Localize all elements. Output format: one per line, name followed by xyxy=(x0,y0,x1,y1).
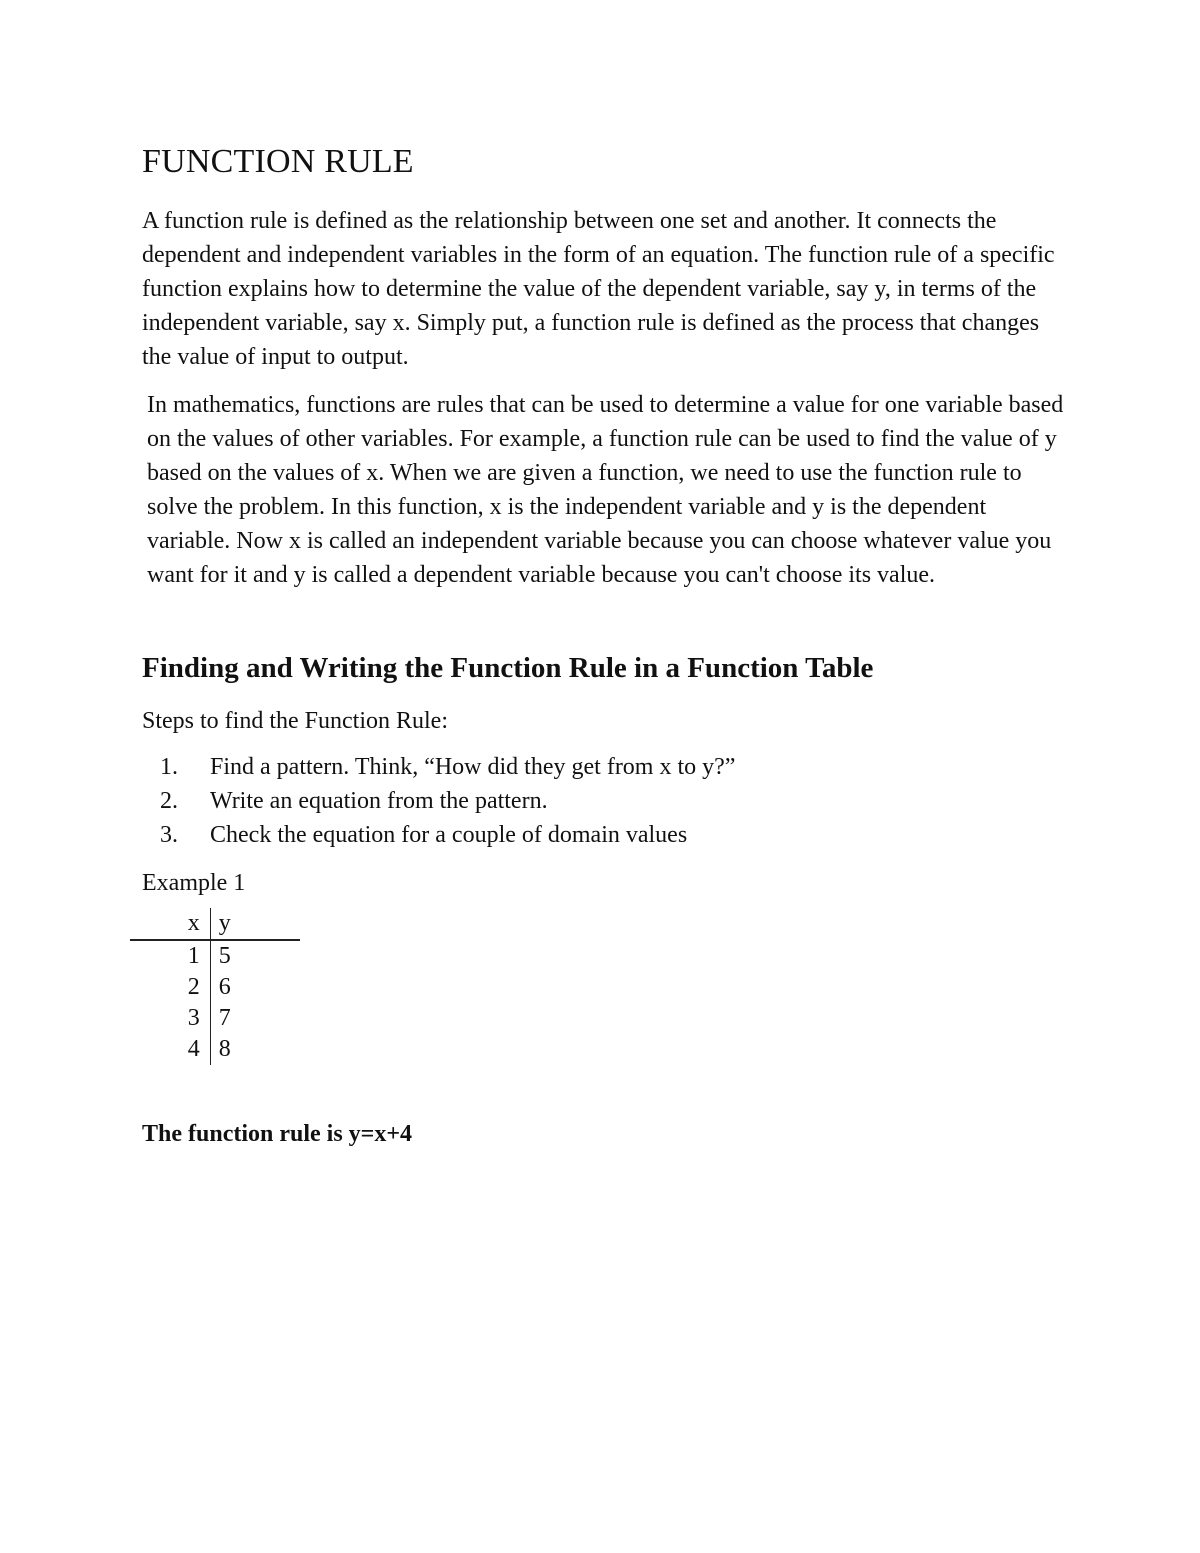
function-table xyxy=(130,908,300,1065)
y-header: y xyxy=(210,908,300,940)
x-cell: 1 xyxy=(130,940,210,972)
intro-paragraph: A function rule is defined as the relationship between one set and another. It connects the dependent and independent variables in the form of an equation. The function rule of a specific function explains how to determine the value of the dependent variable, say y, in terms of the independent variable, say x. Simply put, a function rule is defined as the process that changes the value of input to output. xyxy=(142,208,1055,370)
explanation-paragraph: In mathematics, functions are rules that can be used to determine a value for one variable based on the values of other variables. For example, a function rule can be used to find the value of y based on the values of x. When we are given a function, we need to use the function rule to solve the problem. In this function, x is the independent variable and y is the dependent variable. Now x is called an independent variable because you can choose whatever value you want for it and y is called a dependent variable because you can't choose its value. xyxy=(147,392,1064,588)
example-label: Example 1 xyxy=(142,870,246,896)
steps-intro: Steps to find the Function Rule: xyxy=(142,708,448,734)
xy-table xyxy=(130,908,300,1065)
step-number: 3. xyxy=(160,822,178,848)
x-cell: 2 xyxy=(130,972,210,1003)
y-cell: 6 xyxy=(218,974,231,1000)
table-row xyxy=(130,1034,300,1065)
page-title: FUNCTION RULE xyxy=(142,143,414,180)
table-header-row xyxy=(130,908,300,940)
list-item xyxy=(142,784,1072,818)
section-spacer xyxy=(142,606,1072,650)
x-cell: 3 xyxy=(130,1003,210,1034)
steps-list xyxy=(142,750,1072,852)
function-rule-conclusion: The function rule is y=x+4 xyxy=(142,1121,413,1147)
step-text: Find a pattern. Think, “How did they get from x to y?” xyxy=(210,754,736,780)
step-text: Write an equation from the pattern. xyxy=(210,788,548,814)
y-cell: 7 xyxy=(218,1005,231,1031)
x-header: x xyxy=(130,908,210,940)
step-number: 1. xyxy=(160,754,178,780)
table-row xyxy=(130,940,300,972)
list-item xyxy=(142,750,1072,784)
document-page xyxy=(142,142,1072,1151)
table-row xyxy=(130,1003,300,1034)
section-heading: Finding and Writing the Function Rule in a Function Table xyxy=(142,652,874,684)
y-cell: 5 xyxy=(218,943,231,969)
step-number: 2. xyxy=(160,788,178,814)
step-text: Check the equation for a couple of domain values xyxy=(210,822,688,848)
table-row xyxy=(130,972,300,1003)
x-cell: 4 xyxy=(130,1034,210,1065)
y-cell: 8 xyxy=(218,1036,231,1062)
list-item xyxy=(142,818,1072,852)
